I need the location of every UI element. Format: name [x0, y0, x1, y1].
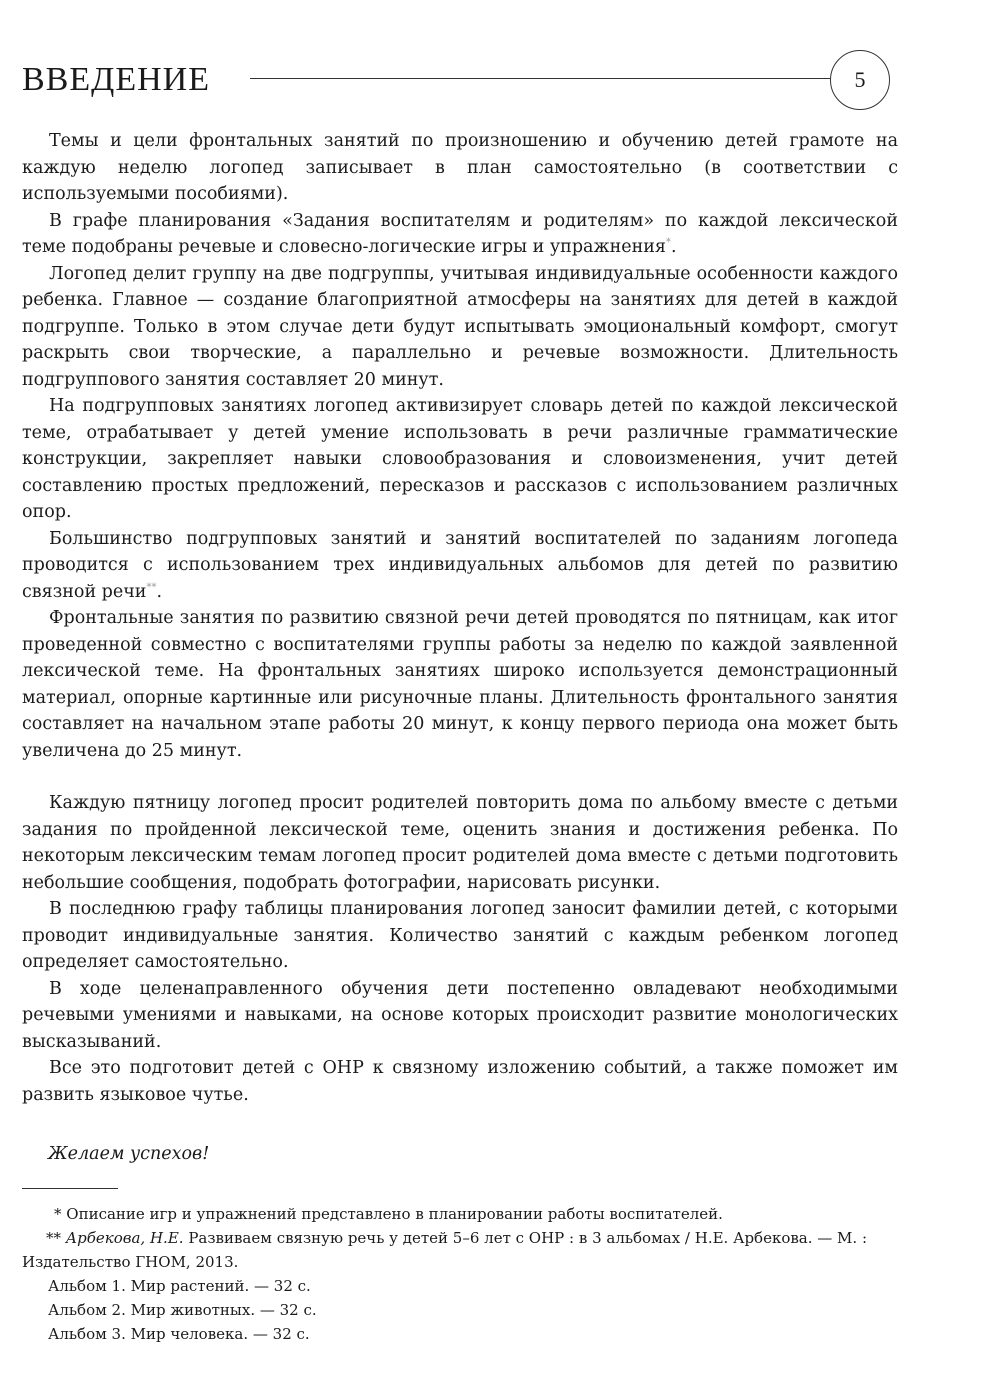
paragraph: На подгрупповых занятиях логопед активизирует словарь детей по каждой лексической теме, отрабатывает у детей умение использовать в речи различные грамматические конструкции, закрепляет навыки словообразования и словоизменения, учит детей составлению простых предложений, пересказов и рассказов с использованием различных опор. [22, 396, 898, 522]
footnote-text: Описание игр и упражнений представлено в планировании работы воспитателей. [66, 1205, 723, 1223]
footnote-rule [22, 1188, 118, 1189]
paragraph-end: . [156, 581, 163, 602]
footnote-marker: * [54, 1205, 62, 1223]
closing-wish: Желаем успехов! [48, 1144, 210, 1164]
footnote-1 [22, 1202, 898, 1226]
paragraph: Фронтальные занятия по развитию связной речи детей проводятся по пятницам, как итог проведенной совместно с воспитателями группы работы за неделю по каждой заявленной лексической теме. На фронтальных занятиях широко используется демонстрационный материал, опорные картинные или рисуночные планы. Длительность фронтального занятия составляет на начальном этапе работы 20 минут, к концу первого периода она может быть увеличена до 25 минут. [22, 608, 898, 761]
paragraph [22, 526, 898, 606]
page-header [22, 58, 902, 118]
paragraph: Логопед делит группу на две подгруппы, учитывая индивидуальные особенности каждого ребенка. Главное — создание благоприятной атмосферы на занятиях для детей в каждой подгруппе. Только в этом случае дети будут испытывать эмоциональный комфорт, смогут раскрыть свои творческие, а параллельно и речевые возможности. Длительность подгруппового занятия составляет 20 минут. [22, 263, 898, 390]
footnote-marker: ** [46, 1229, 61, 1247]
album-item: Альбом 2. Мир животных. — 32 с. [48, 1301, 317, 1319]
album-item: Альбом 1. Мир растений. — 32 с. [48, 1277, 311, 1295]
footnote-ref: ** [146, 581, 157, 593]
footnote-author: Арбекова, Н.Е. [65, 1229, 184, 1247]
paragraph-text: Большинство подгрупповых занятий и занятий воспитателей по заданиям логопеда проводится с использованием трех индивидуальных альбомов для детей по развитию связной речи [22, 528, 898, 602]
paragraph-text: В графе планирования «Задания воспитателям и родителям» по каждой лексической теме подобраны речевые и словесно-логические игры и упражнения [22, 210, 898, 257]
header-rule [250, 78, 832, 79]
footnote-ref: * [665, 237, 671, 249]
paragraph: В ходе целенаправленного обучения дети постепенно овладевают необходимыми речевыми умениями и навыками, на основе которых происходит развитие монологических высказываний. [22, 978, 898, 1052]
album-item: Альбом 3. Мир человека. — 32 с. [48, 1325, 310, 1343]
body-text [22, 128, 898, 1108]
paragraph-gap [22, 764, 898, 790]
paragraph [22, 208, 898, 261]
footnotes [22, 1202, 898, 1346]
footnote-text: Развиваем связную речь у детей 5–6 лет с ОНР : в 3 альбомах / Н.Е. Арбекова. — М. : Издательство ГНОМ, 2013. [22, 1229, 867, 1271]
page-title: ВВЕДЕНИЕ [22, 61, 210, 98]
paragraph: Каждую пятницу логопед просит родителей повторить дома по альбому вместе с детьми задания по пройденной лексической теме, оценить знания и достижения ребенка. По некоторым лексическим темам логопед просит родителей дома вместе с детьми подготовить небольшие сообщения, подобрать фотографии, нарисовать рисунки. [22, 793, 898, 893]
paragraph: В последнюю графу таблицы планирования логопед заносит фамилии детей, с которыми проводит индивидуальные занятия. Количество занятий с каждым ребенком логопед определяет самостоятельно. [22, 899, 898, 972]
paragraph-end: . [670, 237, 677, 257]
paragraph: Темы и цели фронтальных занятий по произношению и обучению детей грамоте на каждую неделю логопед записывает в план самостоятельно (в соответствии с используемыми пособиями). [22, 131, 898, 204]
paragraph: Все это подготовит детей с ОНР к связному изложению событий, а также поможет им развить языковое чутье. [22, 1058, 898, 1105]
footnote-2 [22, 1226, 898, 1274]
page-number: 5 [830, 50, 890, 110]
